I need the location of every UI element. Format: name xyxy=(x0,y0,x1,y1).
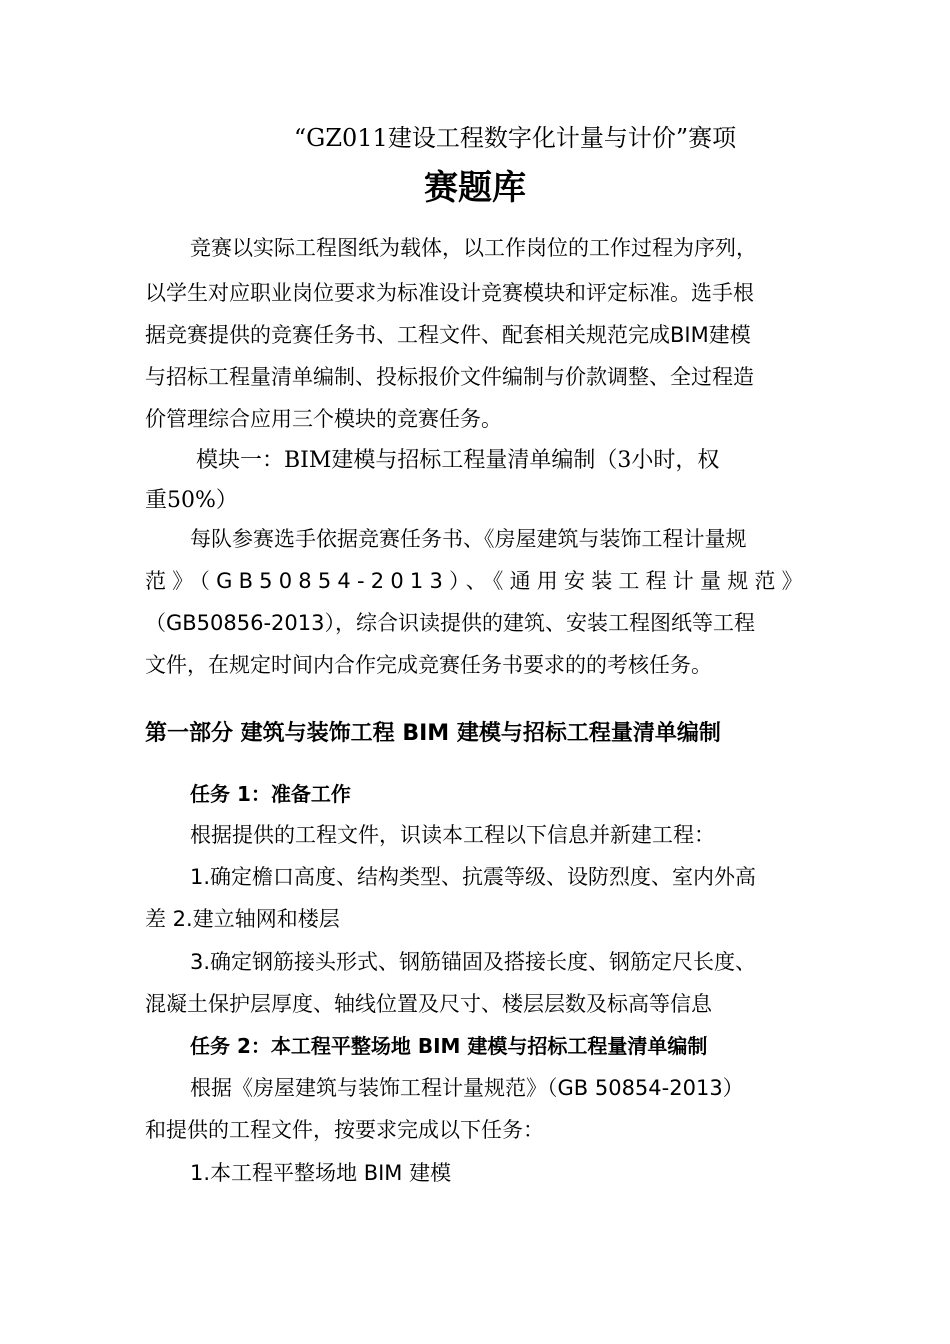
module1-body-line: 文件，在规定时间内合作完成竞赛任务书要求的的考核任务。 xyxy=(145,653,712,677)
task2-line: 和提供的工程文件，按要求完成以下任务： xyxy=(145,1118,544,1142)
intro-line: 以学生对应职业岗位要求为标准设计竞赛模块和评定标准。选手根 xyxy=(145,281,754,305)
module1-body-line: （GB50856-2013），综合识读提供的建筑、安装工程图纸等工程 xyxy=(145,611,756,635)
document-title-line1: “GZ011建设工程数字化计量与计价”赛项 xyxy=(293,124,737,152)
document-title-line2: 赛题库 xyxy=(424,168,526,208)
module1-heading-line: 模块一：BIM建模与招标工程量清单编制（3小时，权 xyxy=(196,448,720,473)
task1-line: 混凝土保护层厚度、轴线位置及尺寸、楼层层数及标高等信息 xyxy=(145,992,712,1016)
task1-heading: 任务 1：准备工作 xyxy=(190,782,351,806)
task2-line: 1.本工程平整场地 BIM 建模 xyxy=(190,1161,452,1185)
intro-line: 与招标工程量清单编制、投标报价文件编制与价款调整、全过程造 xyxy=(145,365,754,389)
module1-heading-line: 重50%） xyxy=(145,488,238,513)
module1-body-line: 范》（GB50854-2013）、《通用安装工程计量规范》 xyxy=(145,569,809,593)
task1-line: 根据提供的工程文件，识读本工程以下信息并新建工程： xyxy=(190,823,715,847)
task2-heading: 任务 2：本工程平整场地 BIM 建模与招标工程量清单编制 xyxy=(190,1034,708,1058)
task2-line: 根据《房屋建筑与装饰工程计量规范》（GB 50854-2013） xyxy=(190,1076,744,1100)
task1-line: 差 2.建立轴网和楼层 xyxy=(145,907,340,931)
module1-body-line: 每队参赛选手依据竞赛任务书、《房屋建筑与装饰工程计量规 xyxy=(190,527,747,551)
intro-line: 价管理综合应用三个模块的竞赛任务。 xyxy=(145,407,502,431)
intro-line: 竞赛以实际工程图纸为载体，以工作岗位的工作过程为序列， xyxy=(190,236,757,260)
task1-line: 3.确定钢筋接头形式、钢筋锚固及搭接长度、钢筋定尺长度、 xyxy=(190,950,757,974)
part1-heading: 第一部分 建筑与装饰工程 BIM 建模与招标工程量清单编制 xyxy=(145,721,721,746)
task1-line: 1.确定檐口高度、结构类型、抗震等级、设防烈度、室内外高 xyxy=(190,865,757,889)
intro-line: 据竞赛提供的竞赛任务书、工程文件、配套相关规范完成BIM建模 xyxy=(145,323,751,347)
